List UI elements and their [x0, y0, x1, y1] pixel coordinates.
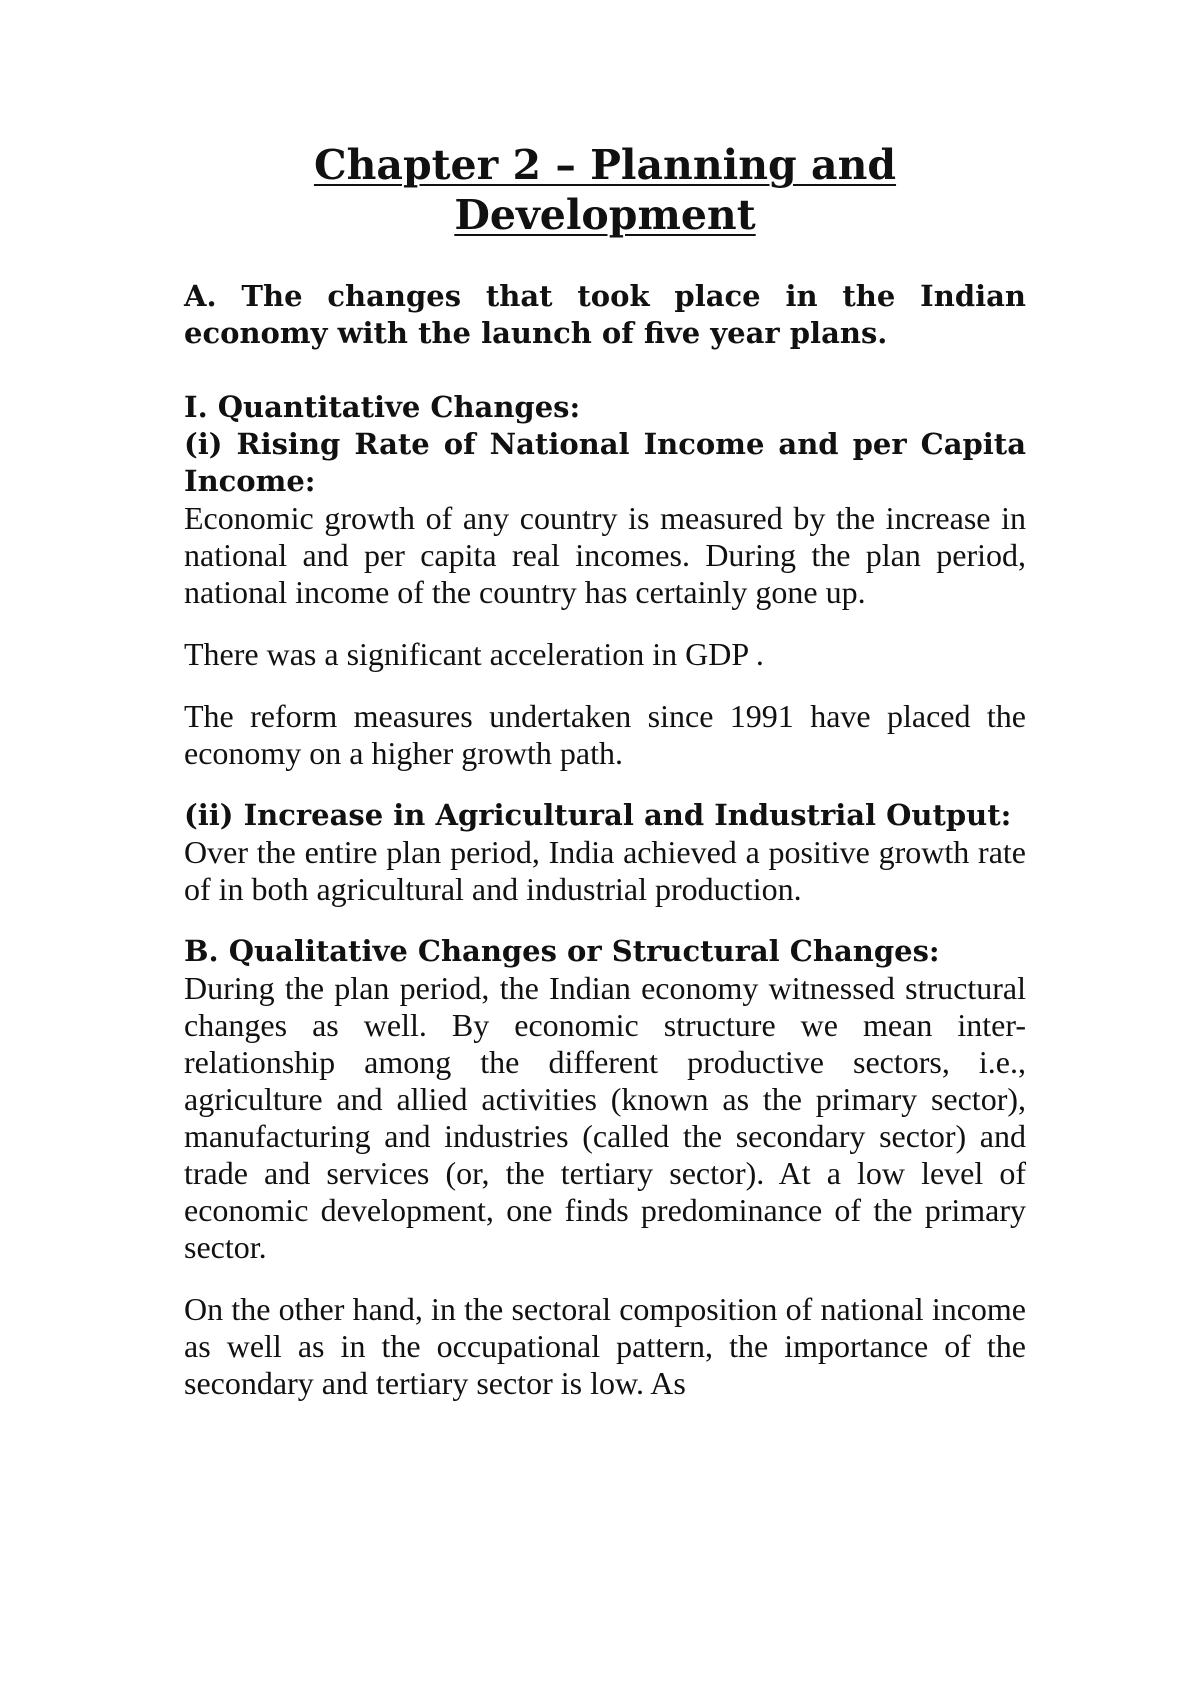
section-a-heading: A. The changes that took place in the Indian economy with the launch of five year plans. — [184, 279, 1026, 350]
page-title-line-1: Chapter 2 – Planning and — [313, 141, 897, 189]
subsection-i-paragraph-1: Economic growth of any country is measured by the increase in national and per capita real incomes. During the plan period, national income of the country has certainly gone up. — [184, 500, 1026, 610]
section-i-heading: I. Quantitative Changes: — [184, 390, 581, 424]
subsection-i-paragraph-2: There was a significant acceleration in GDP . — [184, 636, 764, 672]
page-title-line-2: Development — [454, 191, 756, 239]
subsection-i-paragraph-3: The reform measures undertaken since 1991 have placed the economy on a higher growth path. — [184, 698, 1026, 771]
subsection-i-heading: (i) Rising Rate of National Income and per Capita Income: — [184, 427, 1026, 498]
section-b-paragraph-1: During the plan period, the Indian economy witnessed structural changes as well. By economic structure we mean inter-relationship among the different productive sectors, i.e., agriculture and allied activities (known as the primary sector), manufacturing and industries (called the secondary sector) and trade and services (or, the tertiary sector). At a low level of economic development, one finds predominance of the primary sector. — [184, 970, 1026, 1265]
page-title — [184, 140, 1026, 240]
section-b-paragraph-2: On the other hand, in the sectoral composition of national income as well as in the occupational pattern, the importance of the secondary and tertiary sector is low. As — [184, 1291, 1026, 1401]
document-page — [184, 140, 1026, 1402]
section-b-heading: B. Qualitative Changes or Structural Changes: — [184, 934, 940, 968]
subsection-ii-heading: (ii) Increase in Agricultural and Industrial Output: — [184, 798, 1012, 832]
subsection-ii-paragraph-1: Over the entire plan period, India achieved a positive growth rate of in both agricultural and industrial production. — [184, 834, 1026, 907]
